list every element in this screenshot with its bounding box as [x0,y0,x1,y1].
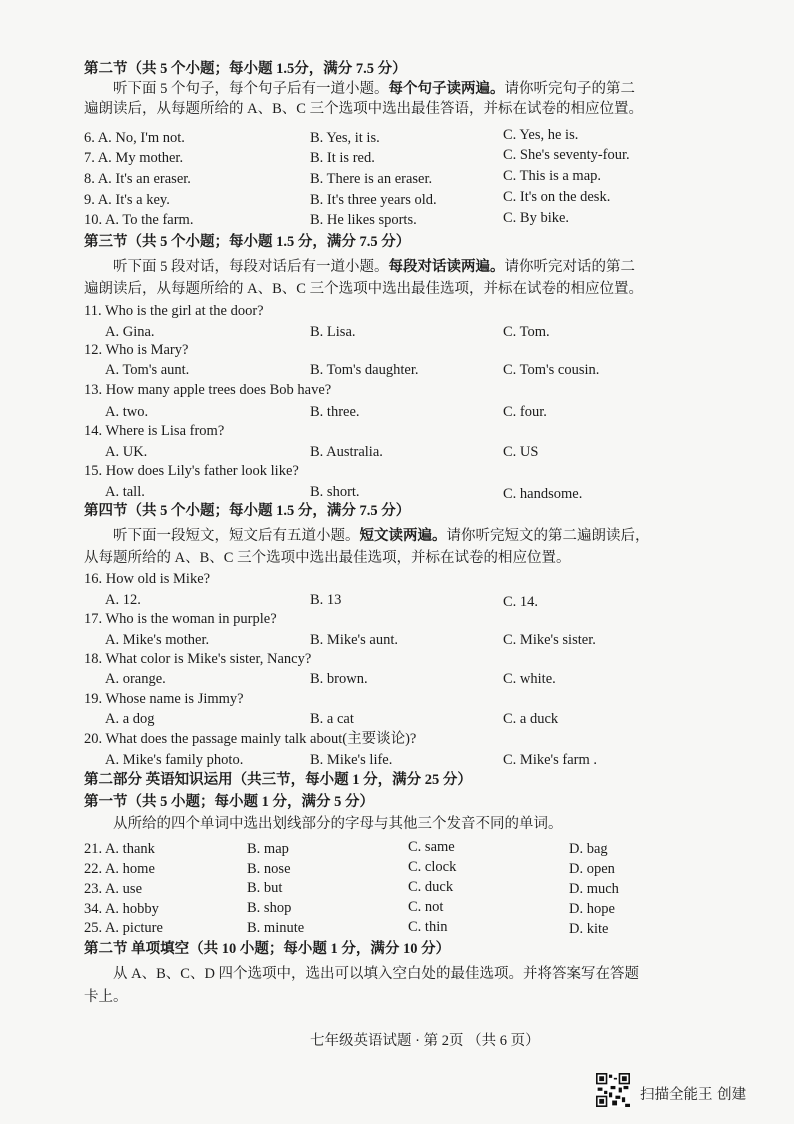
q25-option-c[interactable]: C. thin [408,919,448,935]
section3-instruction-line2: 遍朗读后，从每题所给的 A、B、C 三个选项中选出最佳选项，并标在试卷的相应位置。 [84,281,644,297]
section3-heading: 第三节（共 5 个小题；每小题 1.5 分，满分 7.5 分） [84,234,411,250]
q15-stem: 15. How does Lily's father look like? [84,463,299,479]
section3-instruction-line1 [113,258,635,276]
q9-option-a[interactable]: 9. A. It's a key. [84,192,170,208]
q20-stem: 20. What does the passage mainly talk about(主要谈论)? [84,731,417,747]
q16-option-b[interactable]: B. 13 [310,592,342,608]
q11-option-a[interactable]: A. Gina. [105,324,155,340]
q24-option-b[interactable]: B. shop [247,900,292,916]
q20-option-a[interactable]: A. Mike's family photo. [105,752,244,768]
q15-option-b[interactable]: B. short. [310,484,360,500]
section2-instruction-line1 [113,80,635,98]
q25-option-a[interactable]: 25. A. picture [84,920,163,936]
q10-option-c[interactable]: C. By bike. [503,210,570,226]
q25-option-d[interactable]: D. kite [569,921,609,937]
q7-option-c[interactable]: C. She's seventy-four. [503,147,630,163]
q20-option-c[interactable]: C. Mike's farm . [503,752,598,768]
q6-option-a[interactable]: 6. A. No, I'm not. [84,130,185,146]
q8-option-a[interactable]: 8. A. It's an eraser. [84,171,191,187]
part2-section2-heading: 第二节 单项填空（共 10 小题；每小题 1 分，满分 10 分） [84,941,451,957]
q19-option-a[interactable]: A. a dog [105,711,155,727]
section4-instr-part1: 听下面一段短文，短文后有五道小题。 [113,528,360,544]
part2-section1-instruction: 从所给的四个单词中选出划线部分的字母与其他三个发音不同的单词。 [113,816,563,832]
q18-option-c[interactable]: C. white. [503,671,556,687]
q17-option-b[interactable]: B. Mike's aunt. [310,632,398,648]
q16-option-c[interactable]: C. 14. [503,594,539,610]
section3-instr-part1: 听下面 5 段对话，每段对话后有一道小题。 [113,259,389,275]
q18-option-b[interactable]: B. brown. [310,671,368,687]
scanner-brand-label: 扫描全能王 创建 [640,1087,747,1103]
q11-option-b[interactable]: B. Lisa. [310,324,356,340]
section3-instr-bold: 每段对话读两遍。 [388,259,505,275]
q11-stem: 11. Who is the girl at the door? [84,303,264,319]
q22-option-b[interactable]: B. nose [247,861,291,877]
q21-option-d[interactable]: D. bag [569,841,608,857]
q8-option-c[interactable]: C. This is a map. [503,168,602,184]
q21-option-a[interactable]: 21. A. thank [84,841,155,857]
q21-option-b[interactable]: B. map [247,841,289,857]
q19-option-b[interactable]: B. a cat [310,711,354,727]
q14-option-b[interactable]: B. Australia. [310,444,383,460]
section3-instr-part2: 请你听完对话的第二 [504,259,635,275]
q12-option-b[interactable]: B. Tom's daughter. [310,362,419,378]
q17-stem: 17. Who is the woman in purple? [84,611,277,627]
section2-instruction-line2: 遍朗读后，从每题所给的 A、B、C 三个选项中选出最佳答语，并标在试卷的相应位置。 [84,101,644,117]
q10-option-b[interactable]: B. He likes sports. [310,212,417,228]
q24-option-a[interactable]: 34. A. hobby [84,901,159,917]
part2-section2-instruction-line1: 从 A、B、C、D 四个选项中，选出可以填入空白处的最佳选项。并将答案写在答题 [113,966,640,982]
q24-option-d[interactable]: D. hope [569,901,615,917]
q15-option-c[interactable]: C. handsome. [503,486,583,502]
section2-instr-part1: 听下面 5 个句子，每个句子后有一道小题。 [113,81,389,97]
section2-heading: 第二节（共 5 个小题；每小题 1.5分，满分 7.5 分） [84,61,407,77]
section2-instr-bold: 每个句子读两遍。 [388,81,505,97]
part2-section1-heading: 第一节（共 5 小题；每小题 1 分，满分 5 分） [84,794,374,810]
q22-option-d[interactable]: D. open [569,861,615,877]
q17-option-c[interactable]: C. Mike's sister. [503,632,596,648]
q16-option-a[interactable]: A. 12. [105,592,141,608]
q9-option-c[interactable]: C. It's on the desk. [503,189,611,205]
section4-instr-bold: 短文读两遍。 [359,528,447,544]
part2-heading: 第二部分 英语知识运用（共三节，每小题 1 分，满分 25 分） [84,772,472,788]
q22-option-a[interactable]: 22. A. home [84,861,155,877]
q14-stem: 14. Where is Lisa from? [84,423,225,439]
section4-instruction-line1 [113,527,650,545]
section4-heading: 第四节（共 5 个小题；每小题 1.5 分，满分 7.5 分） [84,503,411,519]
section4-instruction-line2: 从每题所给的 A、B、C 三个选项中选出最佳选项，并标在试卷的相应位置。 [84,550,571,566]
q24-option-c[interactable]: C. not [408,899,444,915]
part2-section2-instruction-line2: 卡上。 [84,989,128,1005]
q13-option-a[interactable]: A. two. [105,404,149,420]
q12-option-c[interactable]: C. Tom's cousin. [503,362,600,378]
q14-option-c[interactable]: C. US [503,444,539,460]
page-number-footer: 七年级英语试题 · 第 2页 （共 6 页） [310,1033,540,1049]
section4-instr-part2: 请你听完短文的第二遍朗读后， [446,528,650,544]
q6-option-c[interactable]: C. Yes, he is. [503,127,579,143]
section2-instr-part2: 请你听完句子的第二 [504,81,635,97]
q11-option-c[interactable]: C. Tom. [503,324,550,340]
q19-option-c[interactable]: C. a duck [503,711,559,727]
q13-option-c[interactable]: C. four. [503,404,547,420]
q14-option-a[interactable]: A. UK. [105,444,148,460]
q9-option-b[interactable]: B. It's three years old. [310,192,437,208]
q12-stem: 12. Who is Mary? [84,342,189,358]
q23-option-b[interactable]: B. but [247,880,283,896]
q8-option-b[interactable]: B. There is an eraser. [310,171,433,187]
q12-option-a[interactable]: A. Tom's aunt. [105,362,190,378]
q7-option-b[interactable]: B. It is red. [310,150,375,166]
q17-option-a[interactable]: A. Mike's mother. [105,632,210,648]
q10-option-a[interactable]: 10. A. To the farm. [84,212,194,228]
q20-option-b[interactable]: B. Mike's life. [310,752,393,768]
q13-stem: 13. How many apple trees does Bob have? [84,382,332,398]
q6-option-b[interactable]: B. Yes, it is. [310,130,380,146]
q22-option-c[interactable]: C. clock [408,859,457,875]
q23-option-c[interactable]: C. duck [408,879,454,895]
q15-option-a[interactable]: A. tall. [105,484,145,500]
q21-option-c[interactable]: C. same [408,839,455,855]
q16-stem: 16. How old is Mike? [84,571,211,587]
q7-option-a[interactable]: 7. A. My mother. [84,150,184,166]
q18-option-a[interactable]: A. orange. [105,671,166,687]
q13-option-b[interactable]: B. three. [310,404,360,420]
q19-stem: 19. Whose name is Jimmy? [84,691,244,707]
q18-stem: 18. What color is Mike's sister, Nancy? [84,651,312,667]
q25-option-b[interactable]: B. minute [247,920,305,936]
q23-option-d[interactable]: D. much [569,881,619,897]
qr-code-icon [596,1073,630,1107]
q23-option-a[interactable]: 23. A. use [84,881,142,897]
